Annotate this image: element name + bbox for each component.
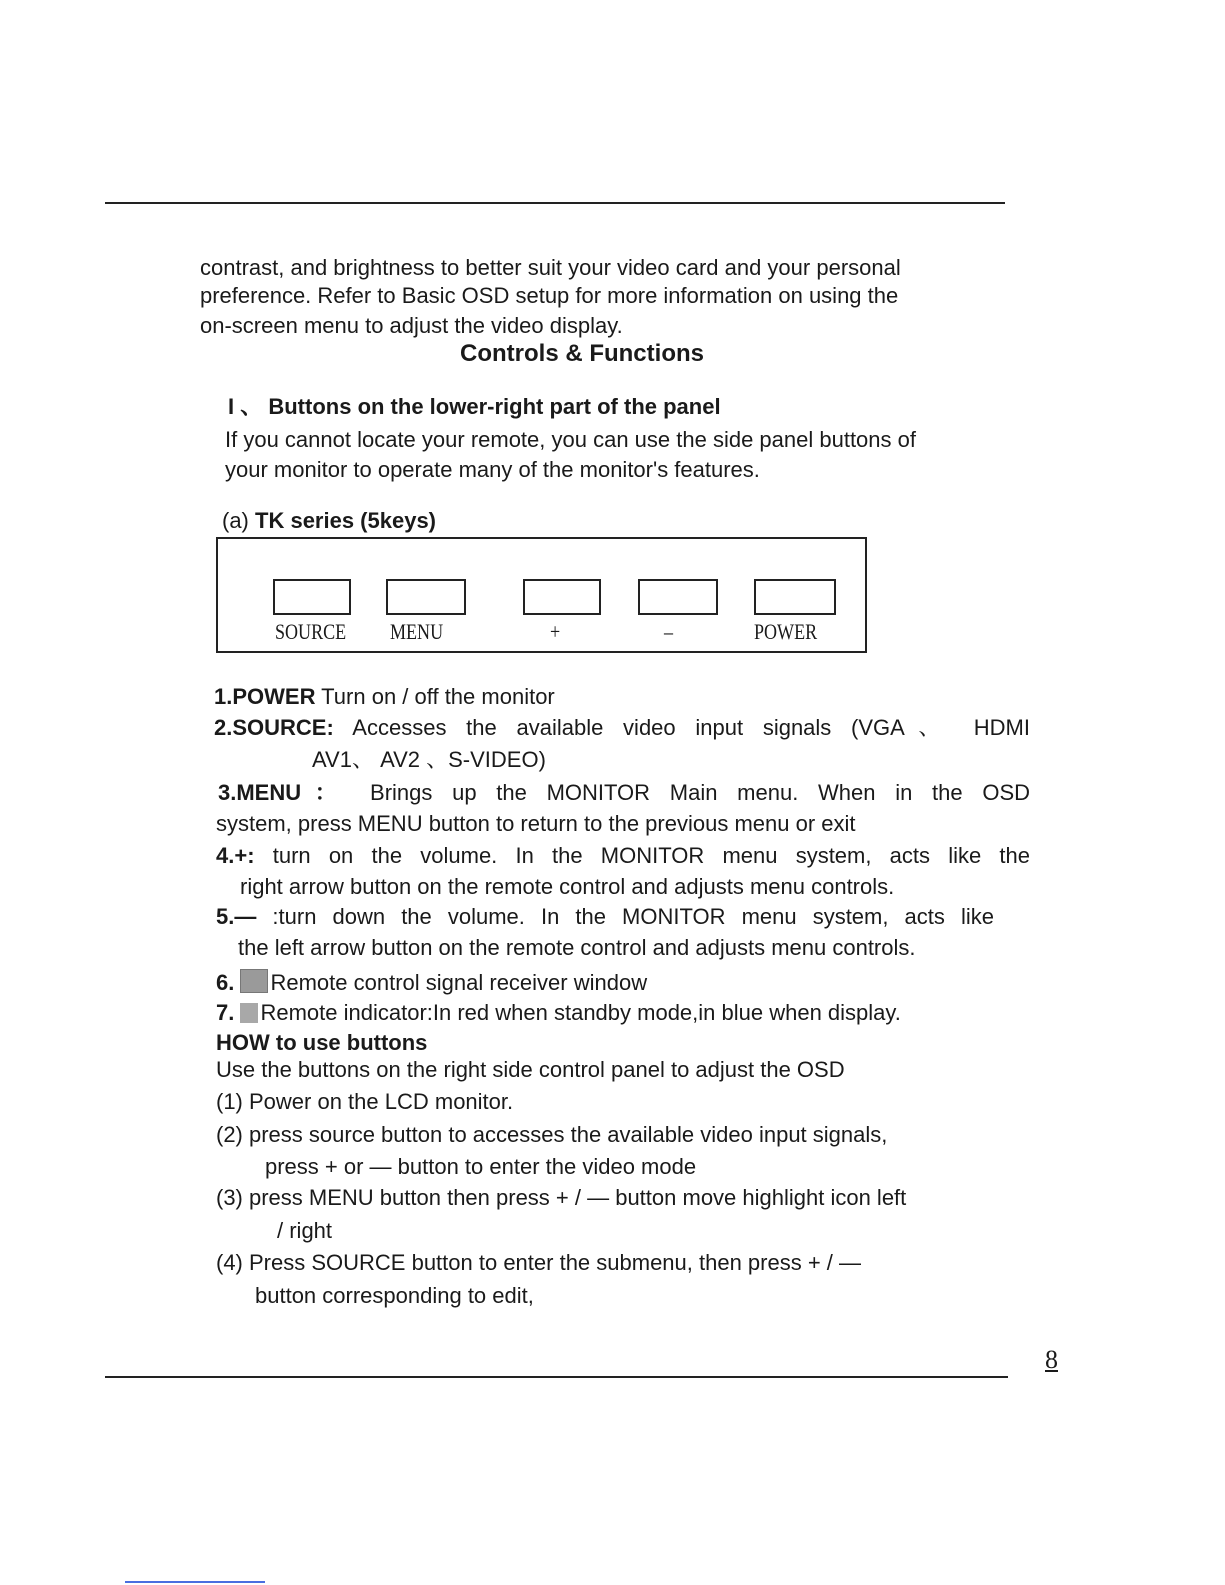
- intro-line: on-screen menu to adjust the video display.: [200, 313, 623, 338]
- minus-key-label: –: [664, 619, 674, 644]
- howto-step: (3) press MENU button then press + / — button move highlight icon left: [216, 1185, 907, 1210]
- howto-step: (2) press source button to accesses the available video input signals,: [216, 1122, 888, 1147]
- item-minus-cont: the left arrow button on the remote control and adjusts menu controls.: [238, 935, 916, 960]
- intro-line: contrast, and brightness to better suit your video card and your personal: [200, 255, 901, 280]
- item-label: 6.: [216, 970, 235, 995]
- subsection-prefix: (a): [222, 508, 249, 533]
- page-title: Controls & Functions: [460, 340, 704, 367]
- item-indicator: [216, 1000, 901, 1026]
- plus-key-label: +: [550, 619, 561, 644]
- minus-key: [638, 579, 718, 615]
- subsection-heading: [222, 508, 436, 534]
- item-text: :turn down the volume. In the MONITOR menu system, acts like: [256, 904, 994, 929]
- item-text: Remote control signal receiver window: [270, 970, 648, 995]
- item-text: Accesses the available video input signals (VGA、 HDMI: [333, 715, 1030, 740]
- item-menu: [218, 780, 1030, 806]
- power-key-label: POWER: [754, 619, 818, 644]
- item-remote: [216, 969, 647, 996]
- item-text: Remote indicator:In red when standby mode,in blue when display.: [260, 1000, 901, 1025]
- item-power: [214, 684, 555, 710]
- item-source: [214, 715, 1030, 741]
- receiver-window-icon: [240, 969, 268, 993]
- section-heading-text: Buttons on the lower-right part of the panel: [268, 394, 721, 419]
- item-menu-cont: system, press MENU button to return to the previous menu or exit: [216, 811, 856, 836]
- page-number: 8: [1045, 1345, 1058, 1374]
- plus-key: [523, 579, 601, 615]
- item-source-cont: AV1、 AV2 、S-VIDEO): [312, 747, 546, 772]
- section-number: I 、: [228, 394, 263, 419]
- section-text: your monitor to operate many of the monitor's features.: [225, 457, 760, 482]
- howto-step: press + or — button to enter the video mode: [265, 1154, 697, 1179]
- item-plus: [216, 843, 1030, 869]
- item-minus: [216, 904, 994, 930]
- item-plus-cont: right arrow button on the remote control and adjusts menu controls.: [240, 874, 895, 899]
- item-label: 2.SOURCE:: [214, 715, 334, 740]
- item-text: turn on the volume. In the MONITOR menu system, acts like the: [254, 843, 1030, 868]
- howto-intro: Use the buttons on the right side control panel to adjust the OSD: [216, 1057, 845, 1082]
- top-rule: [105, 202, 1005, 204]
- scan-edge-line: [125, 1581, 265, 1583]
- item-label: 7.: [216, 1000, 235, 1025]
- section-text: If you cannot locate your remote, you can use the side panel buttons of: [225, 427, 916, 452]
- item-label: 1.POWER: [214, 684, 316, 709]
- howto-step: (1) Power on the LCD monitor.: [216, 1089, 514, 1114]
- howto-step: button corresponding to edit,: [255, 1283, 534, 1308]
- source-key: [273, 579, 351, 615]
- menu-key: [386, 579, 466, 615]
- intro-line: preference. Refer to Basic OSD setup for more information on using the: [200, 283, 899, 308]
- item-label: 4.+:: [216, 843, 255, 868]
- bottom-rule: [105, 1376, 1008, 1378]
- source-key-label: SOURCE: [275, 619, 347, 644]
- item-text: Turn on / off the monitor: [315, 684, 555, 709]
- power-key: [754, 579, 836, 615]
- menu-key-label: MENU: [390, 619, 444, 644]
- section-heading: [228, 394, 721, 420]
- button-panel-diagram: [216, 537, 867, 653]
- indicator-led-icon: [240, 1003, 258, 1023]
- howto-step: / right: [277, 1218, 333, 1243]
- item-label: 5.—: [216, 904, 257, 929]
- howto-step: (4) Press SOURCE button to enter the submenu, then press + / —: [216, 1250, 862, 1275]
- howto-heading: HOW to use buttons: [216, 1030, 428, 1055]
- item-text: Brings up the MONITOR Main menu. When in the OSD: [350, 780, 1030, 805]
- item-label: 3.MENU：: [218, 780, 351, 805]
- subsection-title: TK series (5keys): [255, 508, 437, 533]
